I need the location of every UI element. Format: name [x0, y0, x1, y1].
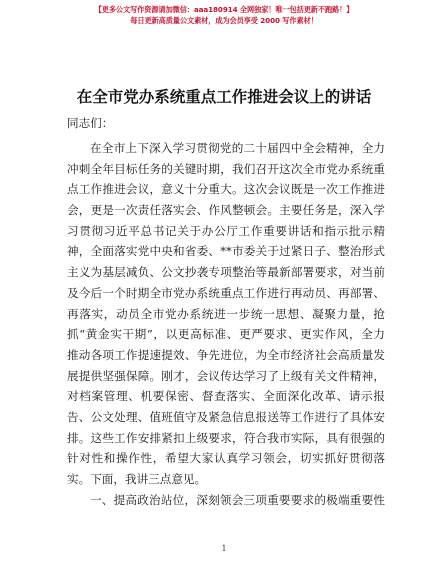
section-heading: 一、提高政治站位，深刻领会三项重要要求的极端重要性 — [90, 492, 385, 507]
body-line: 抓“黄金实干期”，以更高标准、更严要求、更实作风，全力 — [67, 327, 385, 342]
body-line: 再落实，动员全市党办系统进一步统一思想、凝聚力量，抢 — [67, 306, 385, 321]
body-line: 对档案管理、机要保密、督查落实、全面深化改革、请示报 — [67, 389, 385, 404]
body-line: 告、公文处理、值班值守及紧急信息报送等工作进行了具体安 — [67, 409, 385, 424]
body-line: 习贯彻习近平总书记关于办公厅工作重要讲话和指示批示精 — [67, 223, 385, 238]
body-line: 及今后一个时期全市党办系统重点工作进行再动员、再部署、 — [67, 285, 385, 300]
body-line: 针对性和操作性，希望大家认真学习领会，切实抓好贯彻落 — [67, 451, 385, 466]
body-line: 会，更是一次责任落实会、作风整顿会。主要任务是，深入学 — [67, 203, 385, 218]
body-line: 点工作推进会议，意义十分重大。这次会议既是一次工作推进 — [67, 182, 385, 197]
promo-banner-line-1: 【更多公文写作资源请加微信：aaa180914 全网独家！唯一包括更新不跑路！】 — [94, 5, 354, 14]
body-line: 排。这些工作安排紧扣上级要求，符合我市实际，具有很强的 — [67, 430, 385, 445]
salutation: 同志们： — [67, 116, 114, 130]
promo-banner-line-2: 每日更新高质量公文素材，成为会员享受 2000 写作素材！ — [130, 16, 318, 25]
page-number: 1 — [221, 544, 227, 553]
document-title: 在全市党办系统重点工作推进会议上的讲话 — [76, 88, 372, 106]
body-line: 推动各项工作提速提效、争先进位，为全市经济社会高质量发 — [67, 347, 385, 362]
body-text — [67, 138, 385, 510]
body-line: 神，全面落实党中央和省委、**市委关于过紧日子、整治形式 — [67, 244, 385, 259]
body-line: 在全市上下深入学习贯彻党的二十届四中全会精神，全力 — [90, 141, 385, 155]
body-line: 展提供坚强保障。刚才，会议传达学习了上级有关文件精神， — [67, 368, 385, 383]
body-line: 实。下面，我讲三点意见。 — [67, 472, 207, 486]
promo-banner — [40, 4, 408, 26]
body-line: 主义为基层减负、公文抄袭专项整治等最新部署要求，对当前 — [67, 265, 385, 280]
body-line: 冲刺全年目标任务的关键时期，我们召开这次全市党办系统重 — [67, 161, 385, 176]
